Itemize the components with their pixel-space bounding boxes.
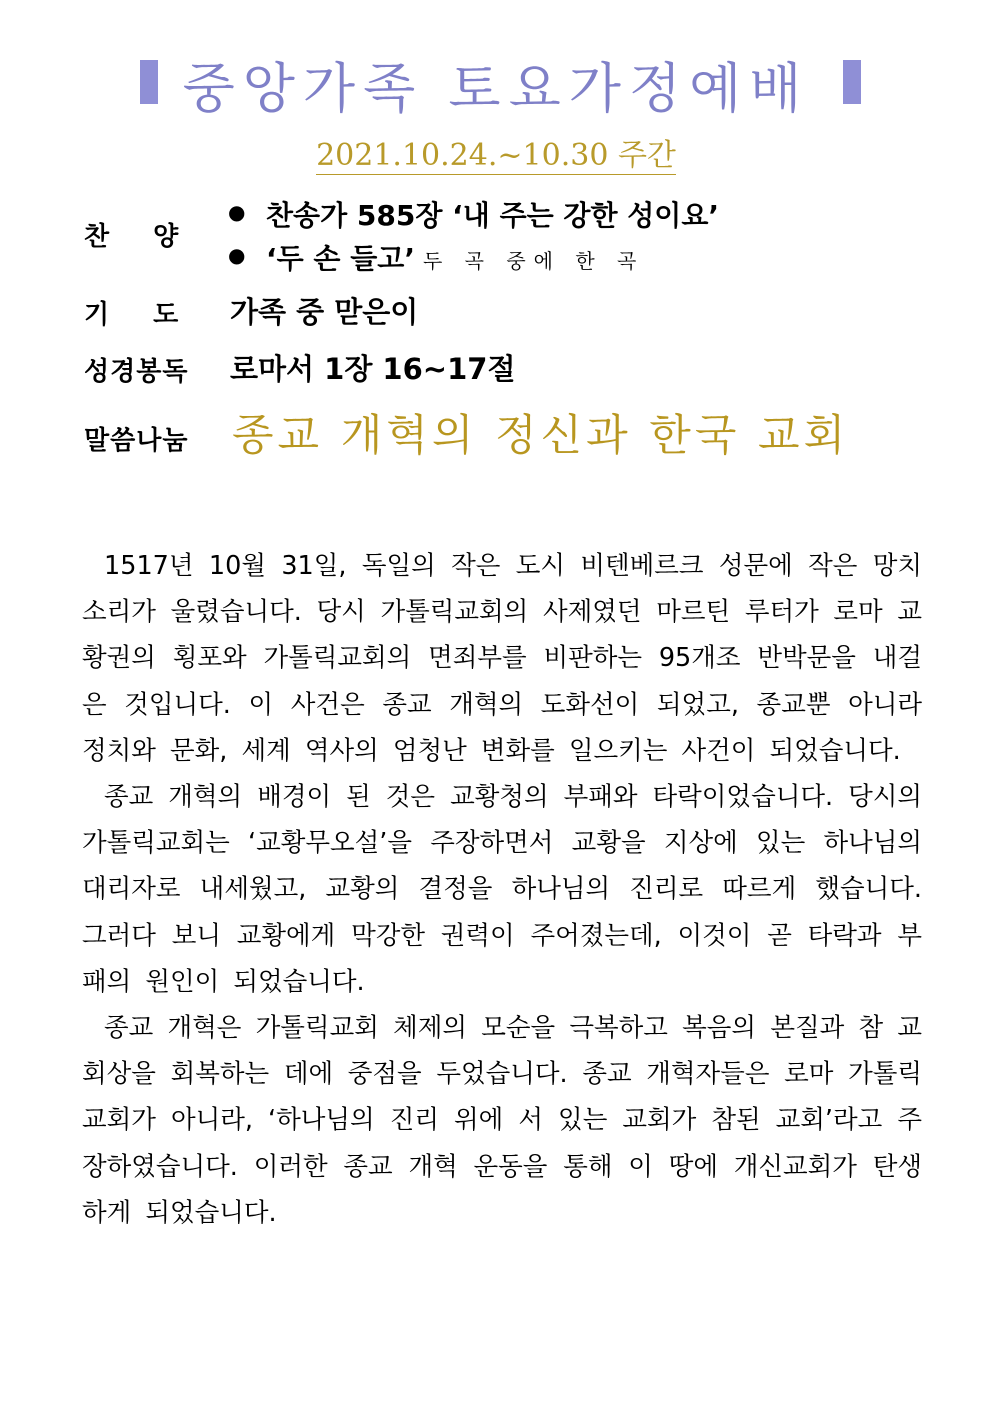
prayer-value: 가족 중 맏은이 <box>230 295 419 329</box>
paragraph: 종교 개혁의 배경이 된 것은 교황청의 부패와 타락이었습니다. 당시의 가톨릭교회는 ‘교황무오설’을 주장하면서 교황을 지상에 있는 하나님의 대리자로 내세웠고, 교황의 결정을 하나님의 진리로 따르게 했습니다. 그러다 보니 교황에게 막강한 권력이 주어졌는데, 이것이 곧 타락과 부패의 원인이 되었습니다. <box>82 782 922 997</box>
hymn-item-1-text: 찬송가 585장 ‘내 주는 강한 성이요’ <box>266 199 720 232</box>
sermon-label: 말씀나눔 <box>84 426 189 456</box>
sermon-body <box>82 543 922 1236</box>
hymn-item-2 <box>266 237 644 277</box>
hymn-item-2-text: ‘두 손 들고’ <box>266 242 415 275</box>
hymn-item-1 <box>266 194 719 234</box>
paragraph: 1517년 10월 31일, 독일의 작은 도시 비텐베르크 성문에 작은 망치 소리가 울렸습니다. 당시 가톨릭교회의 사제였던 마르틴 루터가 로마 교황권의 횡포와 가톨릭교회의 면죄부를 비판하는 95개조 반박문을 내걸은 것입니다. 이 사건은 종교 개혁의 도화선이 되었고, 종교뿐 아니라 정치와 문화, 세계 역사의 엄청난 변화를 일으키는 사건이 되었습니다. <box>82 551 922 766</box>
reading-label: 성경봉독 <box>84 357 189 387</box>
hymn-label: 찬양 <box>84 222 223 252</box>
page-title: 중앙가족 토요가정예배 <box>182 57 810 120</box>
week-date-text: 2021.10.24.~10.30 주간 <box>316 138 676 173</box>
paragraph: 종교 개혁은 가톨릭교회 체제의 모순을 극복하고 복음의 본질과 참 교회상을 회복하는 데에 중점을 두었습니다. 종교 개혁자들은 로마 가톨릭교회가 아니라, ‘하나님의 진리 위에 서 있는 교회가 참된 교회’라고 주장하였습니다. 이러한 종교 개혁 운동을 통해 이 땅에 개신교회가 탄생하게 되었습니다. <box>82 1013 922 1228</box>
bullet-icon: ● <box>228 200 246 224</box>
reading-value: 로마서 1장 16~17절 <box>230 352 516 386</box>
bullet-icon: ● <box>228 243 246 267</box>
sermon-title: 종교 개혁의 정신과 한국 교회 <box>232 411 850 461</box>
prayer-label: 기도 <box>84 300 223 330</box>
title-right-bar <box>843 60 861 104</box>
hymn-item-2-note: 두 곡 중에 한 곡 <box>422 249 645 273</box>
week-date <box>0 130 992 174</box>
title-row <box>0 40 992 120</box>
